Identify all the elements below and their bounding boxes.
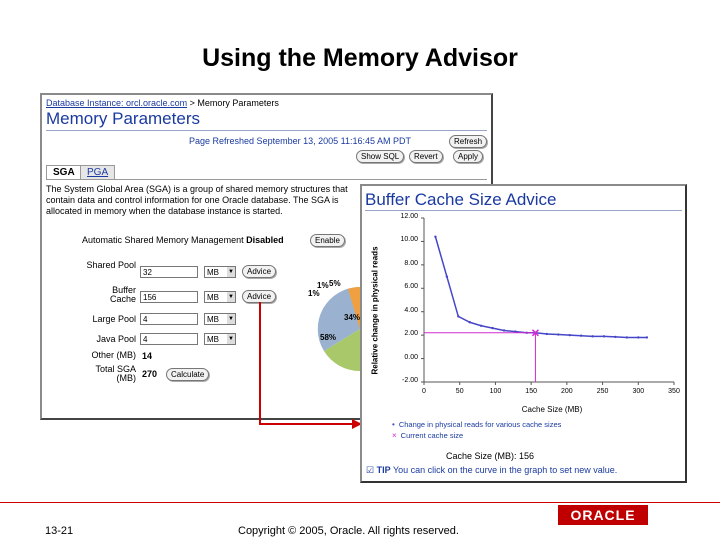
chart-x-tick-label: 200 <box>561 388 573 395</box>
shared-pool-unit-select[interactable] <box>204 266 236 278</box>
chart-x-tick-label: 150 <box>525 388 537 395</box>
calculate-button[interactable]: Calculate <box>166 368 209 381</box>
legend-label-current: Current cache size <box>400 431 464 440</box>
chart-data-point <box>434 236 436 238</box>
chart-y-tick-label: 0.00 <box>404 353 418 361</box>
java-pool-unit: MB <box>207 335 219 344</box>
chart-x-tick-label: 300 <box>632 388 645 395</box>
legend-item-physical-reads <box>392 420 561 429</box>
chart-data-point <box>626 336 628 338</box>
chart-data-point <box>457 315 459 317</box>
buffer-cache-advice-panel <box>360 184 687 483</box>
sga-description: The System Global Area (SGA) is a group of shared memory structures that contain data and control information for one Oracle database. The SGA is allocated in memory when the database instance is started. <box>46 184 348 216</box>
large-pool-label: Large Pool <box>92 314 136 324</box>
chart-data-point <box>637 336 639 338</box>
pie-label-58pct: 58% <box>320 333 337 342</box>
legend-item-current <box>392 431 463 440</box>
chart-data-point <box>614 336 616 338</box>
legend-x-icon: × <box>392 431 397 440</box>
tip-checkbox-icon: ☑ <box>366 465 375 475</box>
breadcrumb-current: > Memory Parameters <box>189 98 279 108</box>
chart-y-axis-label: Relative change in physical reads <box>370 246 380 375</box>
chart-series-line[interactable] <box>435 237 646 338</box>
legend-label-physical-reads: Change in physical reads for various cache sizes <box>398 420 562 429</box>
tab-pga[interactable]: PGA <box>80 165 115 179</box>
other-value: 14 <box>142 351 153 361</box>
page-refreshed-text: Page Refreshed September 13, 2005 11:16:45 AM PDT <box>189 136 411 146</box>
oracle-logo: ORACLE <box>558 505 648 525</box>
buffer-cache-unit-select[interactable] <box>204 291 236 303</box>
chart-y-tick-label: 12.00 <box>400 213 418 220</box>
current-cache-size: Cache Size (MB): 156 <box>446 451 535 461</box>
chart-data-point <box>580 335 582 337</box>
other-label: Other (MB) <box>91 350 136 360</box>
tip-label: TIP <box>376 465 391 475</box>
revert-button[interactable]: Revert <box>409 150 443 163</box>
auto-memory-status: Disabled <box>246 235 284 245</box>
buffer-cache-advice-button[interactable]: Advice <box>242 290 276 303</box>
shared-pool-unit: MB <box>207 268 219 277</box>
chart-data-point <box>503 329 505 331</box>
chart-x-tick-label: 0 <box>422 388 426 395</box>
chevron-down-icon: ▼ <box>228 269 234 275</box>
chart-x-tick-label: 250 <box>596 388 609 395</box>
chart-data-point <box>557 333 559 335</box>
chevron-down-icon: ▼ <box>228 294 234 300</box>
refresh-button[interactable]: Refresh <box>449 135 487 148</box>
chart-data-point <box>646 336 648 338</box>
java-pool-label: Java Pool <box>96 334 136 344</box>
buffer-cache-input[interactable]: 156 <box>140 291 198 303</box>
chart-y-tick-label: 6.00 <box>404 283 418 291</box>
chart-x-tick-label: 50 <box>455 388 464 395</box>
tab-divider <box>46 179 487 180</box>
chart-data-point <box>469 321 471 323</box>
advice-title: Buffer Cache Size Advice <box>365 190 557 209</box>
buffer-cache-unit: MB <box>207 293 219 302</box>
chart-data-point <box>480 325 482 327</box>
chart-data-point <box>446 275 448 277</box>
shared-pool-input[interactable]: 32 <box>140 266 198 278</box>
pie-label-34pct: 34% <box>344 313 361 322</box>
chart-y-tick-label: 2.00 <box>404 330 418 338</box>
large-pool-input[interactable]: 4 <box>140 313 198 325</box>
chevron-down-icon: ▼ <box>228 316 234 322</box>
copyright-text: Copyright © 2005, Oracle. All rights reserved. <box>238 525 459 537</box>
chart-data-point <box>569 334 571 336</box>
chart-data-point <box>491 327 493 329</box>
shared-pool-advice-button[interactable]: Advice <box>242 265 276 278</box>
shared-pool-label: Shared Pool <box>86 260 136 270</box>
chart-data-point <box>546 333 548 335</box>
chart-y-tick-label: 10.00 <box>400 236 418 244</box>
pie-label-5pct: 5% <box>329 279 341 288</box>
chart-x-tick-label: 350 <box>668 388 680 395</box>
tip-message: You can click on the curve in the graph to set new value. <box>392 465 618 475</box>
slide-title: Using the Memory Advisor <box>202 44 518 72</box>
breadcrumb-database-link[interactable]: Database Instance: orcl.oracle.com <box>46 98 188 108</box>
chart-y-tick-label: 8.00 <box>404 259 418 267</box>
java-pool-input[interactable]: 4 <box>140 333 198 345</box>
tab-sga[interactable]: SGA <box>46 165 82 179</box>
chart-data-point <box>603 335 605 337</box>
footer-divider <box>0 502 720 503</box>
apply-button[interactable]: Apply <box>453 150 483 163</box>
chart-y-tick-label: 4.00 <box>404 306 418 314</box>
heading-divider <box>46 130 487 131</box>
show-sql-button[interactable]: Show SQL <box>356 150 404 163</box>
tip-text <box>366 465 617 476</box>
large-pool-unit: MB <box>207 315 219 324</box>
page-heading: Memory Parameters <box>46 109 200 128</box>
page-number: 13-21 <box>45 525 74 537</box>
pie-label-1pct-a: 1% <box>308 289 320 298</box>
chart-data-point <box>591 335 593 337</box>
chart-y-tick-label: -2.00 <box>402 377 418 384</box>
chart-x-tick-label: 100 <box>489 388 502 395</box>
enable-button[interactable]: Enable <box>310 234 345 247</box>
breadcrumb <box>46 98 279 108</box>
auto-memory-label: Automatic Shared Memory Management <box>82 235 244 245</box>
large-pool-unit-select[interactable] <box>204 313 236 325</box>
total-sga-value: 270 <box>142 369 158 379</box>
chart-x-axis-label: Cache Size (MB) <box>521 405 583 414</box>
pie-label-1pct-b: 1% <box>317 281 329 290</box>
auto-memory-management <box>82 235 284 245</box>
buffer-cache-label: Buffer Cache <box>109 285 136 304</box>
legend-dot-icon: • <box>392 420 395 429</box>
total-sga-label: Total SGA (MB) <box>95 364 136 383</box>
chevron-down-icon: ▼ <box>228 336 234 342</box>
java-pool-unit-select[interactable] <box>204 333 236 345</box>
